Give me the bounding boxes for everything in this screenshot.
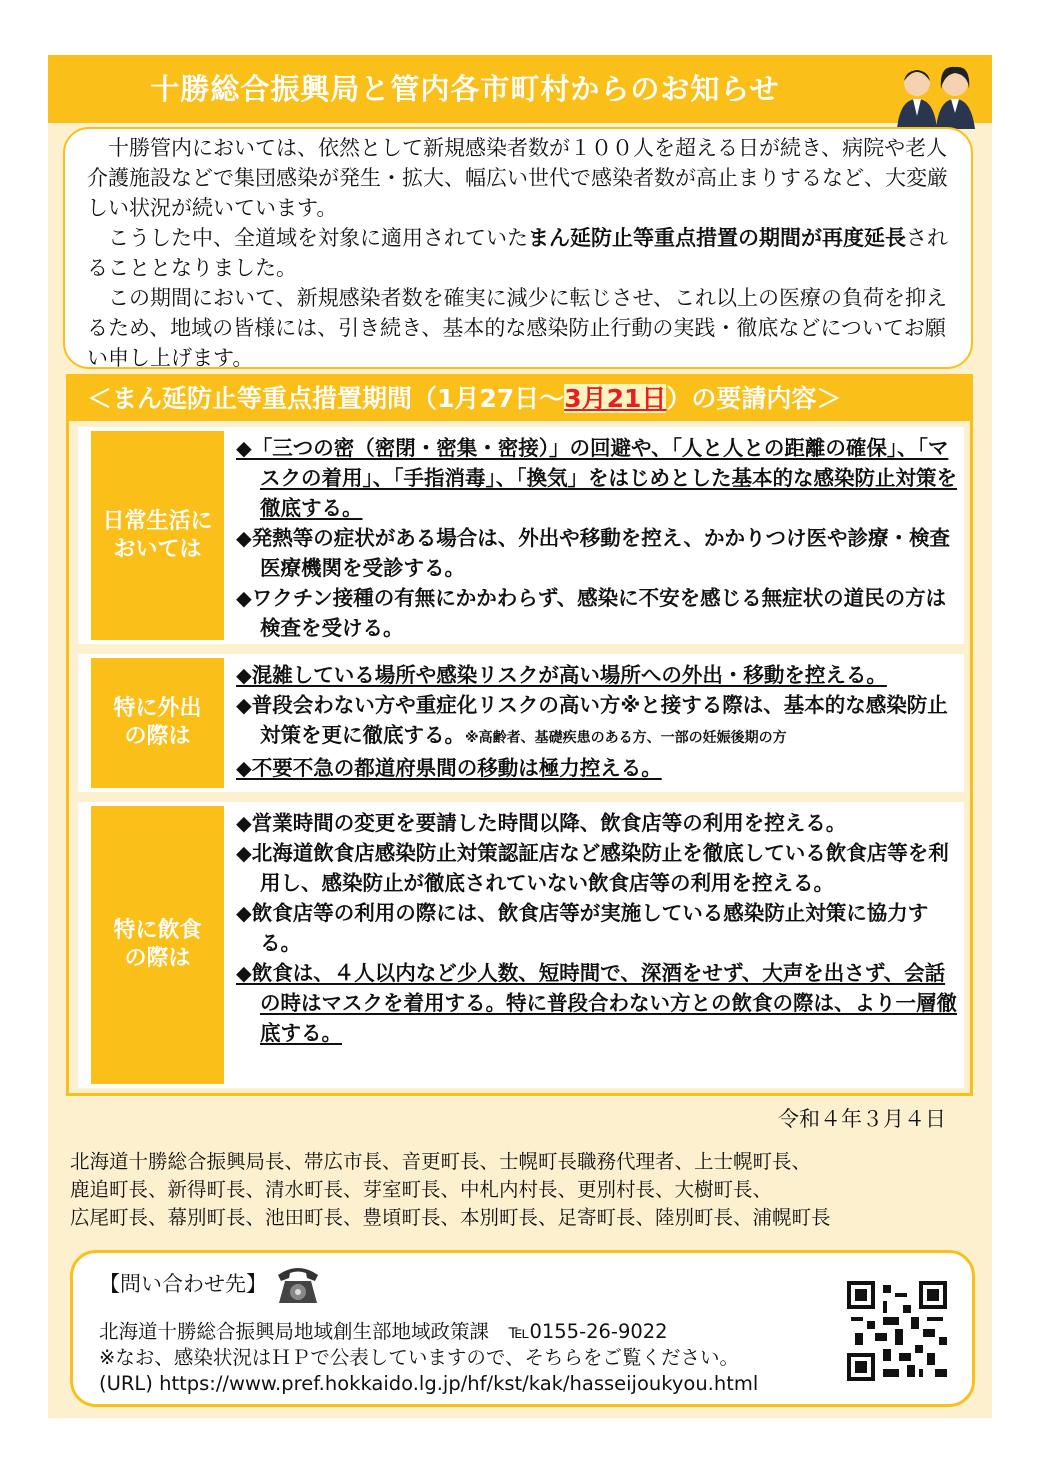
- request-item: [236, 690, 960, 753]
- item-text: ◆「三つの密（密閉・密集・密接）」の回避や、「人と人との距離の確保」、「マスクの着用」、「手指消毒」、「換気」をはじめとした基本的な感染防止対策を徹底する。: [236, 436, 957, 520]
- page-title: 十勝総合振興局と管内各市町村からのお知らせ: [150, 72, 780, 106]
- title-text: ）の要請内容＞: [666, 384, 842, 413]
- signatory-line: 鹿追町長、新得町長、清水町長、芽室町長、中札内村長、更別村長、大樹町長、: [70, 1178, 773, 1201]
- qr-code-icon[interactable]: [847, 1281, 947, 1381]
- contact-department: 北海道十勝総合振興局地域創生部地域政策課 ℡0155-26-9022: [99, 1320, 668, 1343]
- section-title: [69, 377, 970, 421]
- contact-url[interactable]: (URL) https://www.pref.hokkaido.lg.jp/hf/kst/kak/hasseijoukyou.html: [99, 1372, 759, 1395]
- item-text: ◆混雑している場所や感染リスクが高い場所への外出・移動を控える。: [236, 663, 887, 687]
- request-row-daily: [75, 424, 967, 647]
- request-section: [66, 374, 973, 1096]
- request-item: ◆北海道飲食店感染防止対策認証店など感染防止を徹底している飲食店等を利用し、感染防止が徹底されていない飲食店等の利用を控える。: [236, 841, 949, 895]
- telephone-icon: [275, 1263, 321, 1305]
- request-row-dining: [75, 799, 967, 1091]
- signatory-line: 北海道十勝総合振興局長、帯広市長、音更町長、士幌町長職務代理者、上士幌町長、: [70, 1150, 812, 1173]
- contact-title: 【問い合わせ先】: [99, 1272, 267, 1296]
- title-text: ＜まん延防止等重点措置期間（1月27日～: [87, 384, 565, 413]
- item-text: ◆不要不急の都道府県間の移動は極力控える。: [236, 756, 662, 780]
- contact-box: [70, 1250, 975, 1407]
- row-label: [91, 658, 224, 788]
- item-text: ◆飲食は、４人以内など少人数、短時間で、深酒をせず、大声を出さず、会話の時はマスクを着用する。特に普段合わない方との飲食の際は、より一層徹底する。: [236, 961, 957, 1045]
- item-text: ◆普段会わない方や重症化リスクの高い方※と接する際は、基本的な感染防止対策を更に徹底する。: [236, 693, 948, 747]
- text: こうした中、全道域を対象に適用されていた: [108, 226, 528, 250]
- item-note: ※高齢者、基礎疾患のある方、一部の妊娠後期の方: [465, 730, 787, 746]
- signatory-line: 広尾町長、幕別町長、池田町長、豊頃町長、本別町長、足寄町長、陸別町長、浦幌町長: [70, 1206, 831, 1229]
- request-item: ◆営業時間の変更を要請した時間以降、飲食店等の利用を控える。: [236, 811, 847, 835]
- intro-paragraph: [87, 223, 949, 283]
- intro-paragraph: この期間において、新規感染者数を確実に減少に転じさせ、これ以上の医療の負荷を抑えるため、地域の皆様には、引き続き、基本的な感染防止行動の実践・徹底などについてお願い申し上げます。: [87, 286, 947, 370]
- request-list: [236, 433, 960, 643]
- request-list: [236, 808, 960, 1048]
- text: されることとなりました。: [87, 226, 948, 280]
- label-text: 特に飲食の際は: [113, 918, 202, 971]
- end-date: 3月21日: [564, 384, 667, 413]
- request-item: ◆発熱等の症状がある場合は、外出や移動を控え、かかりつけ医や診療・検査医療機関を受診する。: [236, 526, 950, 580]
- contact-note: ※なお、感染状況はＨＰで公表していますので、そちらをご覧ください。: [99, 1346, 739, 1369]
- request-item: [236, 958, 960, 1048]
- intro-paragraph: 十勝管内においては、依然として新規感染者数が１００人を超える日が続き、病院や老人介護施設などで集団感染が発生・拡大、幅広い世代で感染者数が高止まりするなど、大変厳しい状況が続いています。: [87, 136, 948, 220]
- request-list: [236, 660, 960, 783]
- signatories: [70, 1148, 970, 1232]
- row-label: [91, 431, 224, 640]
- emphasis-text: まん延防止等重点措置の期間が再度延長: [528, 226, 906, 250]
- label-text: 日常生活においては: [102, 508, 213, 562]
- request-item: ◆ワクチン接種の有無にかかわらず、感染に不安を感じる無症状の道民の方は検査を受ける。: [236, 586, 947, 640]
- request-row-outing: [75, 651, 967, 795]
- request-item: [236, 433, 960, 523]
- row-label: [91, 806, 224, 1084]
- label-text: 特に外出の際は: [113, 696, 202, 749]
- request-item: ◆飲食店等の利用の際には、飲食店等が実施している感染防止対策に協力する。: [236, 901, 929, 955]
- header-banner: [48, 55, 992, 123]
- request-item: [236, 753, 960, 783]
- issue-date: 令和４年３月４日: [778, 1107, 946, 1131]
- request-item: [236, 660, 960, 690]
- officials-illustration-icon: [892, 61, 982, 129]
- contact-heading: [99, 1263, 946, 1305]
- intro-message: [63, 127, 973, 369]
